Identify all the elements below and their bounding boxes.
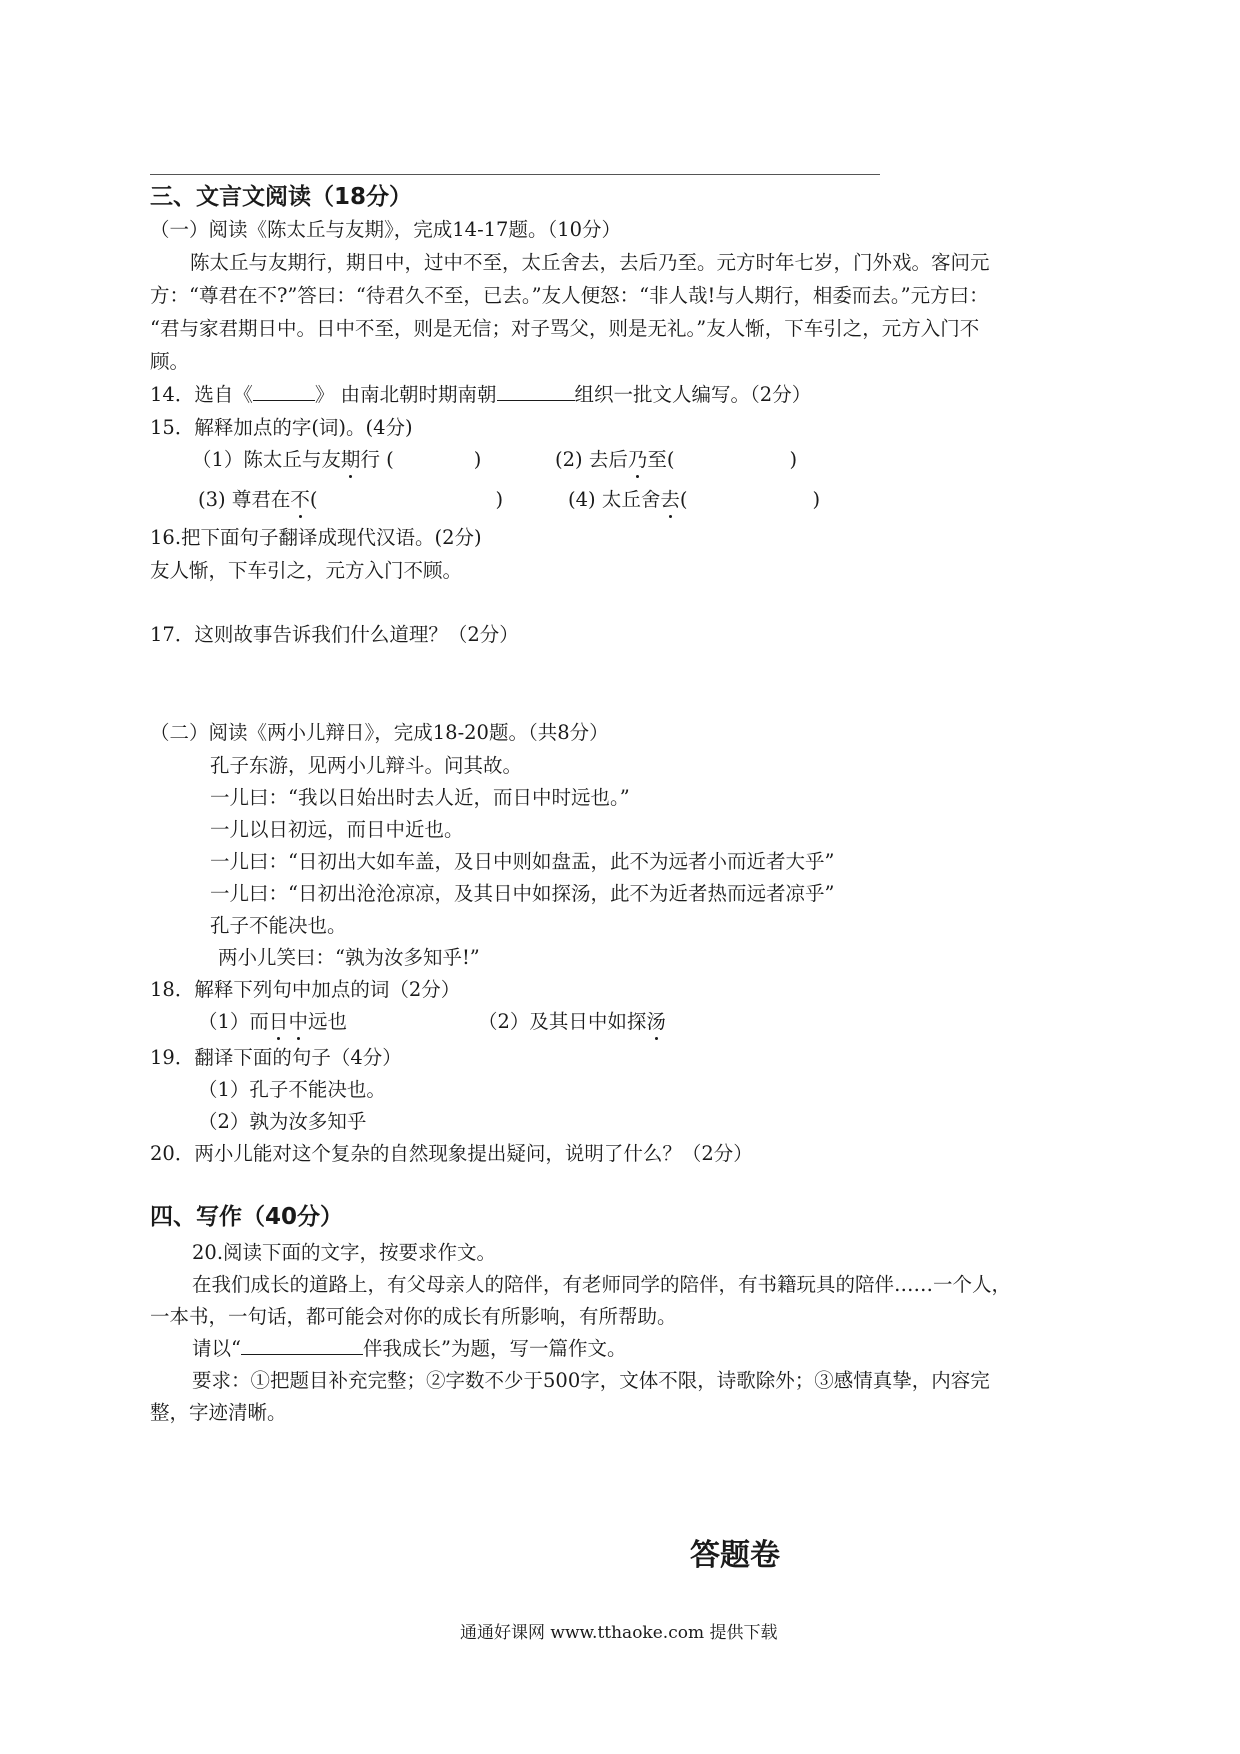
question-14: 14．选自《 》 由南北朝时期南朝 组织一批文人编写。（2分） bbox=[150, 383, 812, 406]
question-18-stem: 18．解释下列句中加点的词（2分） bbox=[150, 978, 461, 1001]
question-15-item-1[interactable]: （1）陈太丘与友期行 ( ) bbox=[192, 448, 482, 471]
passage-2-intro: （二）阅读《两小儿辩日》，完成18-20题。（共8分） bbox=[150, 721, 609, 744]
section-3-title: 三、文言文阅读（18分） bbox=[150, 184, 413, 210]
writing-lead: 20.阅读下面的文字，按要求作文。 bbox=[192, 1241, 497, 1264]
section-4-title: 四、写作（40分） bbox=[150, 1204, 344, 1230]
question-18-item-2[interactable]: （2）及其日中如探汤 bbox=[478, 1010, 666, 1033]
passage-1-line-1: 陈太丘与友期行，期日中，过中不至，太丘舍去，去后乃至。元方时年七岁，门外戏。客问元 bbox=[190, 251, 990, 274]
dotted-char: 期 bbox=[340, 448, 361, 471]
question-18-item-1[interactable]: （1）而日中远也 bbox=[198, 1010, 347, 1033]
writing-requirements-2: 整，字迹清晰。 bbox=[150, 1401, 287, 1424]
writing-text-1: 在我们成长的道路上，有父母亲人的陪伴，有老师同学的陪伴，有书籍玩具的陪伴……一个人， bbox=[192, 1273, 1012, 1296]
q14-blank-book[interactable] bbox=[253, 382, 315, 401]
dotted-char: 中 bbox=[288, 1010, 308, 1033]
question-15-item-4[interactable]: (4) 太丘舍去( ) bbox=[568, 488, 821, 511]
top-rule bbox=[150, 174, 880, 175]
dotted-char: 不 bbox=[290, 488, 310, 511]
passage-1-line-4: 顾。 bbox=[150, 350, 190, 373]
writing-text-2: 一本书，一句话，都可能会对你的成长有所影响，有所帮助。 bbox=[150, 1305, 677, 1328]
writing-requirements-1: 要求：①把题目补充完整；②字数不少于500字，文体不限，诗歌除外；③感情真挚，内容完 bbox=[192, 1369, 990, 1392]
passage-2-line-2: 一儿曰：“我以日始出时去人近，而日中时远也。” bbox=[210, 786, 630, 809]
passage-1-line-2: 方：“尊君在不?”答曰：“待君久不至，已去。”友人便怒：“非人哉!与人期行，相委而去。”元方曰： bbox=[150, 284, 989, 307]
question-16-sentence: 友人惭，下车引之，元方入门不顾。 bbox=[150, 559, 463, 582]
question-16-stem: 16.把下面句子翻译成现代汉语。(2分) bbox=[150, 526, 482, 549]
writing-prompt: 请以“ 伴我成长”为题，写一篇作文。 bbox=[192, 1337, 627, 1360]
question-15-stem: 15．解释加点的字(词)。(4分) bbox=[150, 416, 413, 439]
q14-blank-person[interactable] bbox=[497, 382, 575, 401]
answer-sheet-title: 答题卷 bbox=[690, 1538, 780, 1573]
dotted-char: 日 bbox=[268, 1010, 289, 1033]
question-15-item-3[interactable]: (3) 尊君在不( ) bbox=[198, 488, 504, 511]
question-19-item-1: （1）孔子不能决也。 bbox=[198, 1078, 386, 1101]
dotted-char: 汤 bbox=[646, 1010, 666, 1033]
passage-2-line-4: 一儿曰：“日初出大如车盖，及日中则如盘盂，此不为远者小而近者大乎” bbox=[210, 850, 835, 873]
question-17: 17．这则故事告诉我们什么道理？（2分） bbox=[150, 623, 519, 646]
passage-1-line-3: “君与家君期日中。日中不至，则是无信；对子骂父，则是无礼。”友人惭，下车引之，元方入门不 bbox=[150, 317, 980, 340]
passage-1-intro: （一）阅读《陈太丘与友期》，完成14-17题。（10分） bbox=[150, 218, 622, 241]
dotted-char: 乃 bbox=[627, 448, 648, 471]
passage-2-line-3: 一儿以日初远，而日中近也。 bbox=[210, 818, 464, 841]
passage-2-line-1: 孔子东游，见两小儿辩斗。问其故。 bbox=[210, 754, 523, 777]
dotted-char: 去 bbox=[660, 488, 680, 511]
passage-2-line-7: 两小儿笑曰：“孰为汝多知乎!” bbox=[218, 946, 480, 969]
question-19-item-2: （2）孰为汝多知乎 bbox=[198, 1110, 367, 1133]
question-15-item-2[interactable]: (2) 去后乃至( ) bbox=[555, 448, 798, 471]
question-19-stem: 19．翻译下面的句子（4分） bbox=[150, 1046, 402, 1069]
essay-title-blank[interactable] bbox=[241, 1336, 363, 1355]
question-20: 20．两小儿能对这个复杂的自然现象提出疑问，说明了什么？（2分） bbox=[150, 1142, 753, 1165]
page-footer: 通通好课网 www.tthaoke.com 提供下载 bbox=[460, 1623, 778, 1643]
passage-2-line-5: 一儿曰：“日初出沧沧凉凉，及其日中如探汤，此不为近者热而远者凉乎” bbox=[210, 882, 835, 905]
passage-2-line-6: 孔子不能决也。 bbox=[210, 914, 347, 937]
